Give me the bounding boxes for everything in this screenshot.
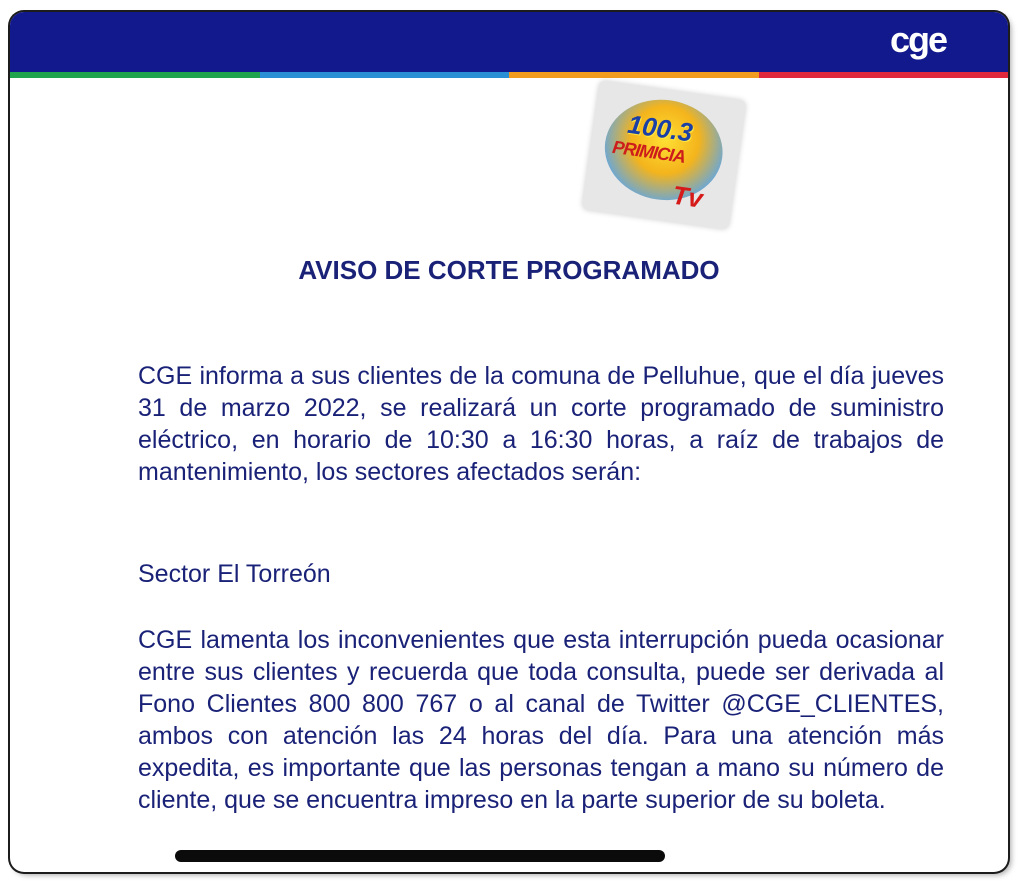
stripe-blue [260, 72, 510, 78]
home-indicator-bar[interactable] [175, 850, 665, 862]
notice-title: AVISO DE CORTE PROGRAMADO [298, 255, 720, 285]
radio-logo-number: 100.3 [625, 108, 695, 148]
cge-logo: cge [889, 19, 946, 60]
notice-paragraph-1: CGE informa a sus clientes de la comuna de Pelluhue, que el día jueves 31 de marzo 2022, se realizará un corte programado de suministro eléctrico, en horario de 10:30 a 16:30 horas, a raíz de trabajos de mantenimiento, los sectores afectados serán: [138, 362, 944, 486]
notice-sector: Sector El Torreón [138, 560, 331, 588]
notice-sheet [10, 12, 1008, 872]
stripe-red [759, 72, 1009, 78]
radio-logo-name: PRIMICIA [611, 136, 687, 167]
color-stripe [10, 72, 1008, 78]
radio-logo-watermark [582, 80, 747, 229]
stripe-green [10, 72, 260, 78]
radio-logo-tv: Tv [670, 179, 705, 214]
stripe-orange [509, 72, 759, 78]
notice-paragraph-2: CGE lamenta los inconvenientes que esta interrupción pueda ocasionar entre sus clientes y recuerda que toda consulta, puede ser derivada al Fono Clientes 800 800 767 o al canal de Twitter @CGE_CLIENTES, ambos con atención las 24 horas del día. Para una atención más expedita, es importante que las personas tengan a mano su número de cliente, que se encuentra impreso en la parte superior de su boleta. [138, 626, 944, 814]
header-bar [10, 12, 1008, 72]
